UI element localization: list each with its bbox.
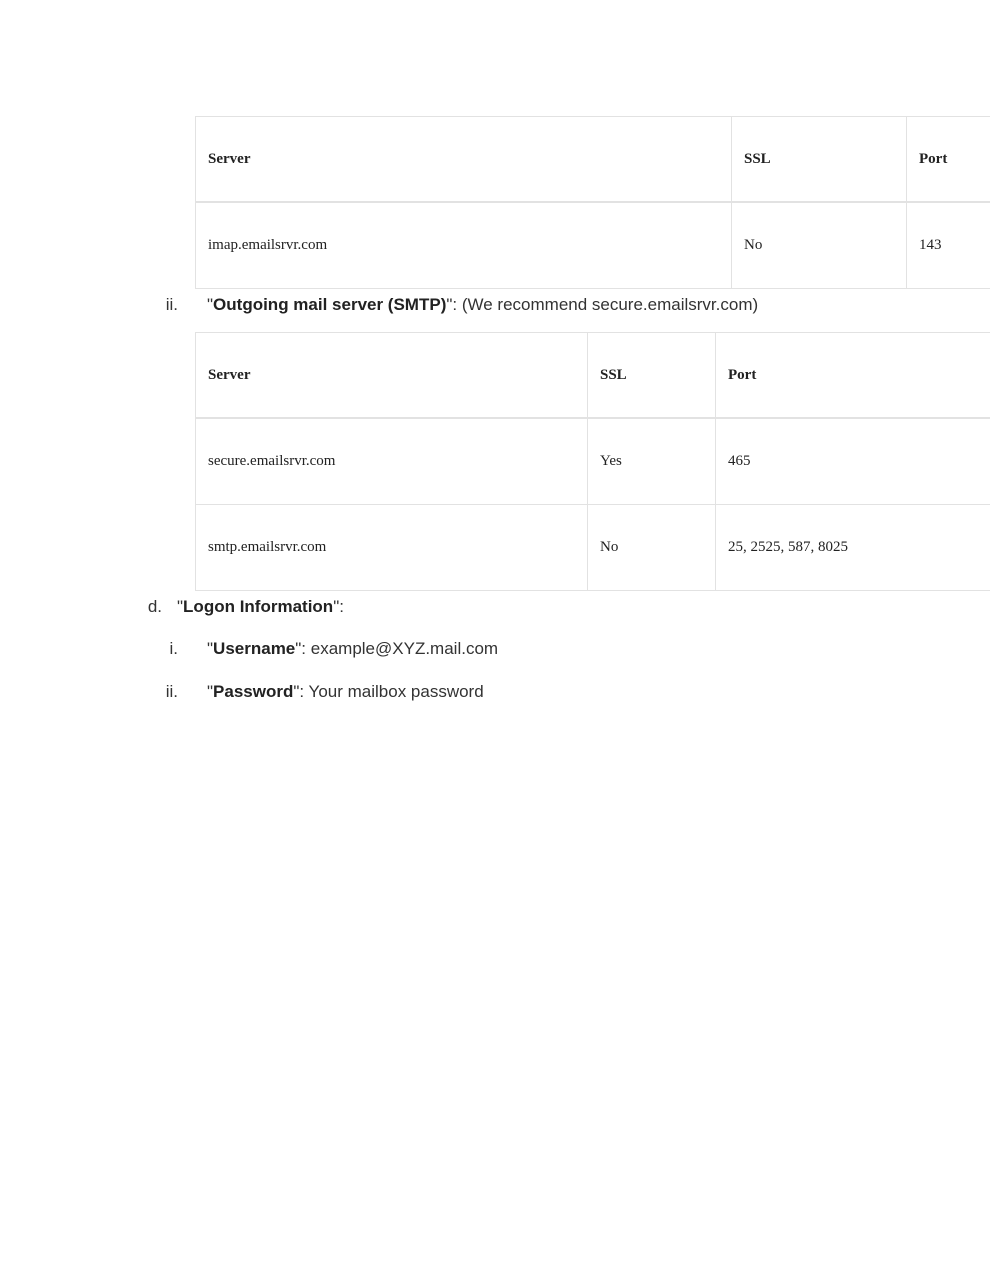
outgoing-server-label: Outgoing mail server (SMTP) bbox=[213, 295, 447, 314]
quote: " bbox=[177, 597, 184, 616]
outgoing-server-note: (We recommend secure.emailsrvr.com) bbox=[461, 295, 759, 314]
table-header-row bbox=[196, 117, 990, 203]
username-label: Username bbox=[213, 639, 296, 658]
cell-ssl: No bbox=[588, 505, 716, 590]
password-value: Your mailbox password bbox=[308, 682, 484, 701]
table-row bbox=[196, 505, 990, 591]
outgoing-server-table bbox=[195, 332, 990, 591]
table-row bbox=[196, 419, 990, 505]
table-header-row bbox=[196, 333, 990, 419]
header-server: Server bbox=[196, 333, 588, 417]
header-ssl: SSL bbox=[732, 117, 907, 201]
quote: " bbox=[207, 295, 214, 314]
logon-information-heading bbox=[177, 597, 344, 617]
cell-port: 465 bbox=[728, 453, 751, 469]
quote: ": bbox=[295, 639, 311, 658]
cell-port: 25, 2525, 587, 8025 bbox=[728, 539, 848, 555]
cell-ssl: No bbox=[732, 203, 907, 288]
cell-server: smtp.emailsrvr.com bbox=[196, 505, 588, 590]
username-value: example@XYZ.mail.com bbox=[310, 639, 499, 658]
list-marker: ii. bbox=[165, 295, 178, 314]
password-label: Password bbox=[213, 682, 294, 701]
quote: ": bbox=[446, 295, 462, 314]
list-marker: d. bbox=[147, 597, 162, 616]
header-ssl: SSL bbox=[588, 333, 716, 417]
quote: " bbox=[207, 639, 214, 658]
cell-ssl: Yes bbox=[588, 419, 716, 504]
header-server: Server bbox=[196, 117, 732, 201]
quote: ": bbox=[293, 682, 309, 701]
cell-server: secure.emailsrvr.com bbox=[196, 419, 588, 504]
table-row bbox=[196, 203, 990, 289]
header-port: Port bbox=[919, 150, 948, 167]
quote: " bbox=[207, 682, 214, 701]
header-port: Port bbox=[728, 366, 757, 383]
quote: ": bbox=[333, 597, 344, 616]
logon-information-label: Logon Information bbox=[183, 597, 334, 616]
cell-server: imap.emailsrvr.com bbox=[196, 203, 732, 288]
username-line bbox=[207, 639, 498, 659]
list-marker: i. bbox=[169, 639, 178, 658]
incoming-server-table bbox=[195, 116, 990, 289]
outgoing-server-line bbox=[207, 295, 758, 315]
list-marker: ii. bbox=[165, 682, 178, 701]
cell-port: 143 bbox=[919, 237, 942, 253]
password-line bbox=[207, 682, 484, 702]
